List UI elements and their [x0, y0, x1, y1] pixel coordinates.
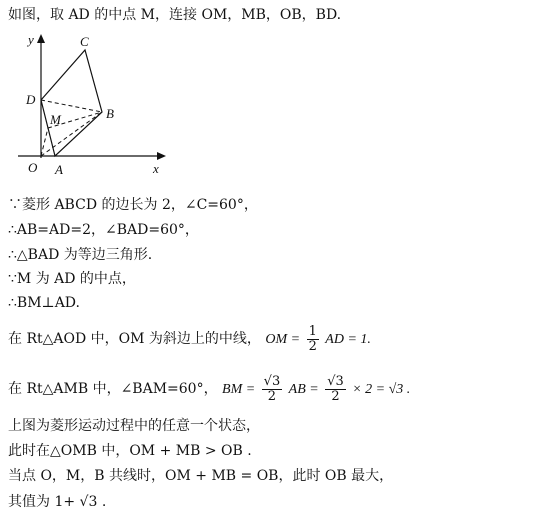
rhombus-outline: [41, 50, 102, 156]
om-prefix: 在 Rt△AOD 中，OM 为斜边上的中线，: [8, 331, 261, 347]
label-C: C: [80, 34, 89, 49]
conclusion-1: 上图为菱形运动过程中的任意一个状态，: [8, 418, 260, 434]
bm-frac2-den: 2: [331, 388, 340, 404]
conclusion-3: 当点 O，M，B 共线时，OM + MB = OB，此时 OB 最大，: [8, 468, 394, 484]
step-2: ∴AB=AD=2，∠BAD=60°，: [8, 222, 199, 238]
label-B: B: [106, 106, 114, 121]
y-axis-arrow: [37, 34, 45, 43]
label-y: y: [28, 32, 34, 47]
intro-text: 如图，取 AD 的中点 M，连接 OM，MB，OB，BD.: [8, 7, 342, 23]
label-O: O: [28, 160, 38, 175]
om-rhs: AD = 1.: [325, 332, 371, 347]
step-5: ∴BM⊥AD.: [8, 295, 80, 311]
bm-equation-line: [8, 371, 410, 408]
label-M: M: [50, 112, 61, 127]
step-3: ∴△BAD 为等边三角形.: [8, 247, 153, 263]
bm-lhs: BM =: [222, 382, 256, 397]
bm-frac2-num: √3: [327, 373, 344, 389]
bm-frac1-den: 2: [267, 388, 277, 404]
segment-DB: [41, 100, 102, 112]
step-1: ∵菱形 ABCD 的边长为 2，∠C=60°，: [8, 197, 258, 213]
label-A: A: [55, 162, 63, 177]
om-equation-line: [8, 324, 371, 355]
bm-frac1-num: √3: [263, 373, 281, 389]
label-D: D: [26, 92, 36, 107]
bm-prefix: 在 Rt△AMB 中，∠BAM=60°，: [8, 381, 218, 397]
step-4: ∵M 为 AD 的中点，: [8, 271, 136, 287]
bm-fraction-1: [262, 375, 283, 404]
bm-mid: AB =: [288, 382, 319, 397]
om-fraction: [307, 325, 319, 354]
bm-tail: × 2 = √3 .: [352, 382, 411, 397]
x-axis-arrow: [157, 152, 166, 160]
rhombus-figure: [10, 30, 190, 180]
conclusion-2: 此时在△OMB 中，OM + MB > OB .: [8, 443, 252, 459]
label-x: x: [153, 161, 159, 176]
om-lhs: OM =: [265, 332, 301, 347]
om-frac-den: 2: [308, 338, 317, 354]
bm-fraction-2: [325, 375, 346, 404]
om-frac-num: 1: [308, 323, 317, 339]
conclusion-4: 其值为 1+ √3 .: [8, 494, 107, 510]
